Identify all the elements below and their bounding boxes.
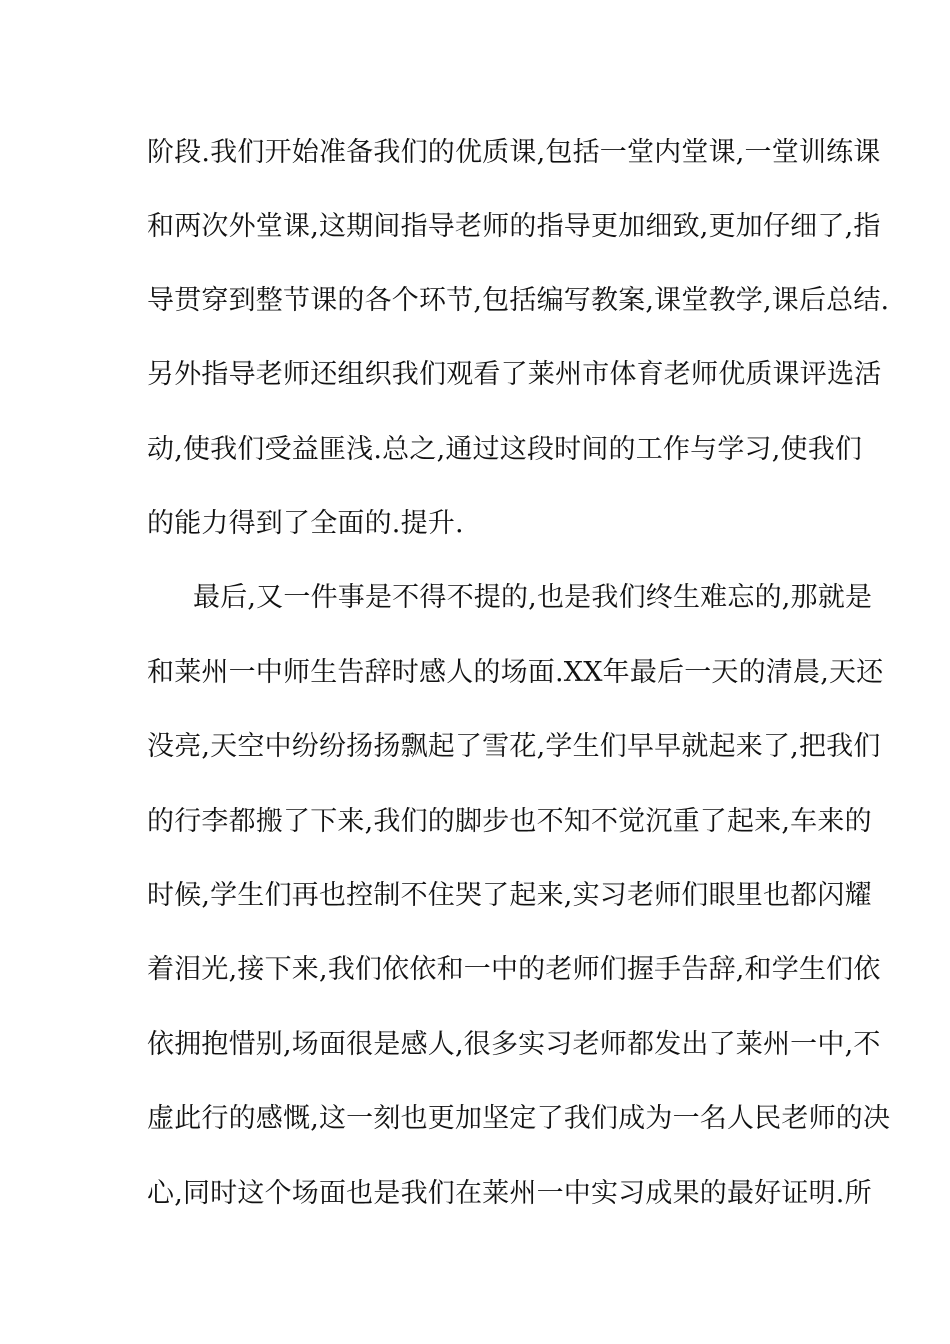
text-line: 另外指导老师还组织我们观看了莱州市体育老师优质课评选活 [147, 359, 882, 390]
text-line: 的能力得到了全面的.提升. [147, 508, 464, 539]
text-line: 虚此行的感慨,这一刻也更加坚定了我们成为一名人民老师的决 [147, 1103, 891, 1134]
text-line: 导贯穿到整节课的各个环节,包括编写教案,课堂教学,课后总结. [147, 285, 890, 316]
text-line: 没亮,天空中纷纷扬扬飘起了雪花,学生们早早就起来了,把我们 [147, 731, 881, 762]
text-line: 阶段.我们开始准备我们的优质课,包括一堂内堂课,一堂训练课 [147, 137, 881, 168]
paragraph-first-line: 最后,又一件事是不得不提的,也是我们终生难忘的,那就是 [193, 582, 873, 613]
text-line: 和莱州一中师生告辞时感人的场面.XX年最后一天的清晨,天还 [147, 657, 884, 688]
text-line: 的行李都搬了下来,我们的脚步也不知不觉沉重了起来,车来的 [147, 806, 872, 837]
text-line: 着泪光,接下来,我们依依和一中的老师们握手告辞,和学生们依 [147, 954, 881, 985]
text-line: 心,同时这个场面也是我们在莱州一中实习成果的最好证明.所 [147, 1178, 872, 1209]
text-line: 时候,学生们再也控制不住哭了起来,实习老师们眼里也都闪耀 [147, 880, 872, 911]
text-line: 动,使我们受益匪浅.总之,通过这段时间的工作与学习,使我们 [147, 434, 863, 465]
text-line: 和两次外堂课,这期间指导老师的指导更加细致,更加仔细了,指 [147, 211, 881, 242]
text-line: 依拥抱惜别,场面很是感人,很多实习老师都发出了莱州一中,不 [147, 1029, 881, 1060]
